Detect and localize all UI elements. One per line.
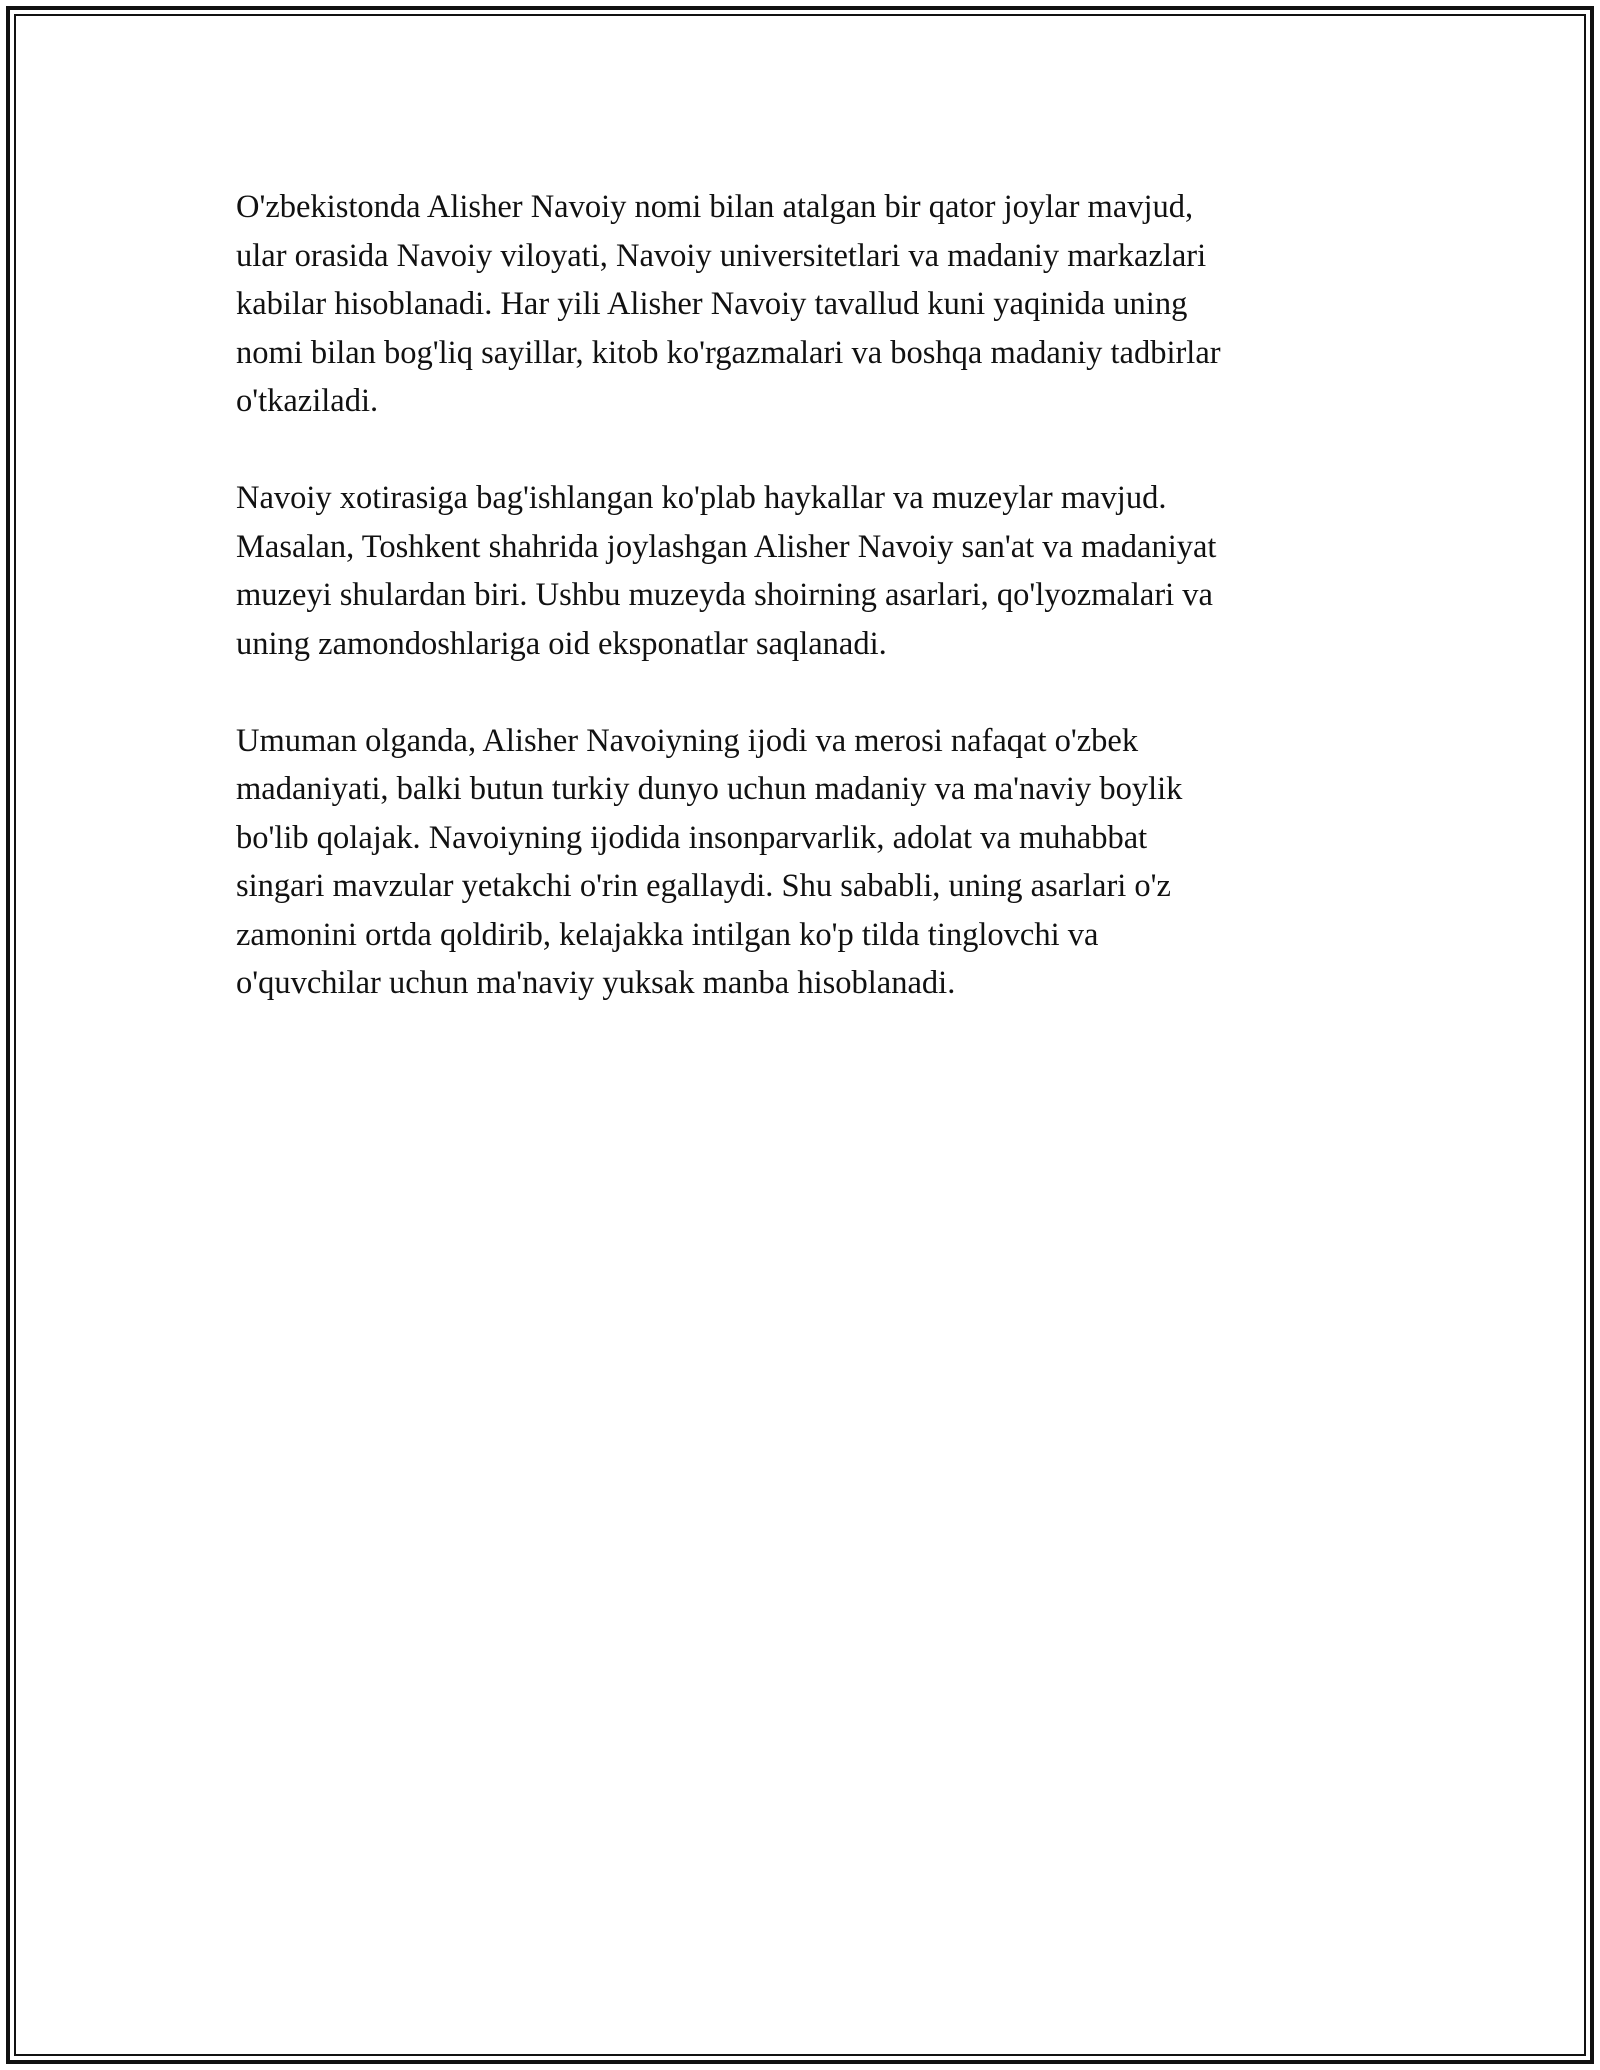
paragraph-2: Navoiy xotirasiga bag'ishlangan ko'plab haykallar va muzeylar mavjud. Masalan, Toshkent shahrida joylashgan Alisher Navoiy san'at va madaniyat muzeyi shulardan biri. Ushbu muzeyda shoirning asarlari, qo'lyozmalari va uning zamondoshlariga oid eksponatlar saqlanadi. — [236, 480, 1217, 662]
paragraph-3: Umuman olganda, Alisher Navoiyning ijodi va merosi nafaqat o'zbek madaniyati, balki butun turkiy dunyo uchun madaniy va ma'naviy boylik bo'lib qolajak. Navoiyning ijodida insonparvarlik, adolat va muhabbat singari mavzular yetakchi o'rin egallaydi. Shu sababli, uning asarlari o'z zamonini ortda qoldirib, kelajakka intilgan ko'p tilda tinglovchi va o'quvchilar uchun ma'naviy yuksak manba hisoblanadi. — [236, 722, 1183, 1001]
paragraph-1: O'zbekistonda Alisher Navoiy nomi bilan atalgan bir qator joylar mavjud, ular orasida Navoiy viloyati, Navoiy universitetlari va madaniy markazlari kabilar hisoblanadi. Har yili Alisher Navoiy tavallud kuni yaqinida uning nomi bilan bog'liq sayillar, kitob ko'rgazmalari va boshqa madaniy tadbirlar o'tkaziladi. — [236, 189, 1221, 419]
document-body — [236, 183, 1366, 1008]
